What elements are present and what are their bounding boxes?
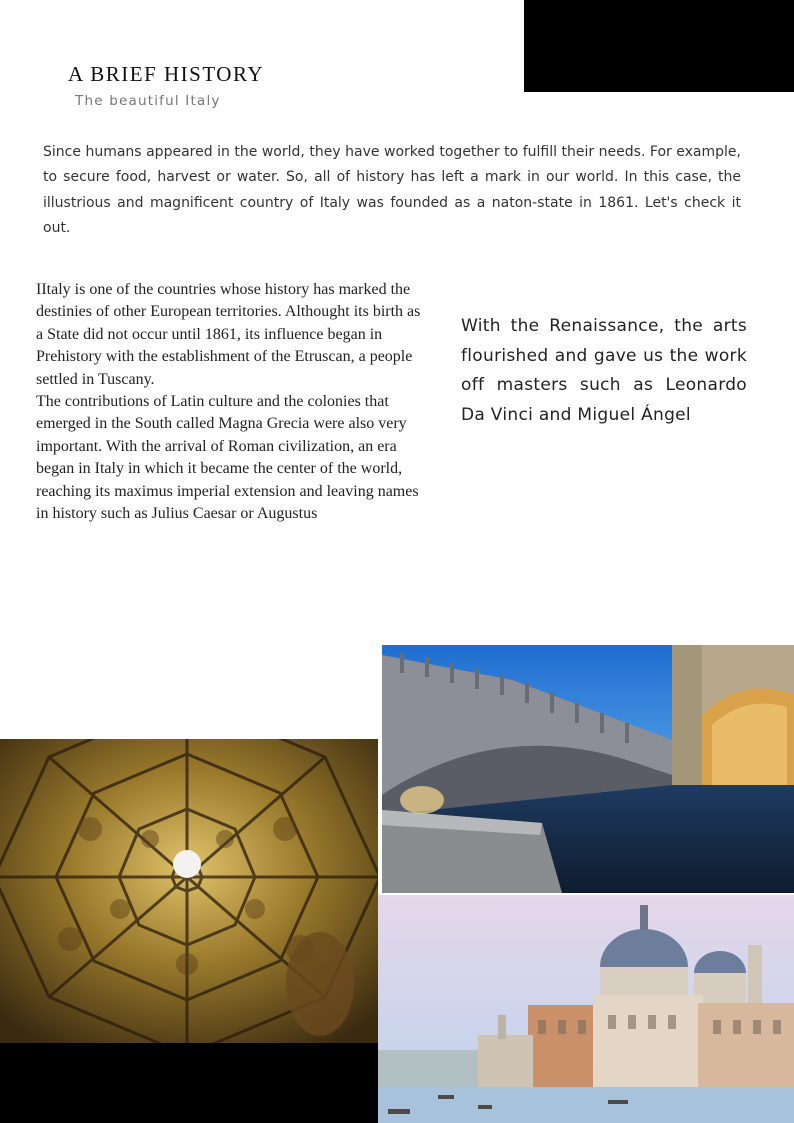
renaissance-paragraph: With the Renaissance, the arts flourished and gave us the work off masters such as Leonardo Da Vinci and Miguel Ángel [461,316,747,425]
bottom-black-block [0,1043,378,1123]
venice-canal-photo [378,895,794,1123]
history-column [36,279,431,525]
dome-mosaic-photo [0,739,378,1043]
page-subtitle: The beautiful Italy [75,93,221,109]
history-paragraph-2: The contributions of Latin culture and the colonies that emerged in the South called Magna Grecia were also very important. With the arrival of Roman civilization, an era began in Italy in which it became the center of the world, reaching its maximus imperial extension and leaving names in history such as Julius Caesar or Augustus [36,393,419,523]
top-black-block [524,0,794,92]
history-paragraph-1: IItaly is one of the countries whose history has marked the destinies of other European territories. Althought its birth as a State did not occur until 1861, its influence began in Prehistory with the establishment of the Etruscan, a people settled in Tuscany. [36,281,421,388]
page-title: A BRIEF HISTORY [68,62,264,86]
venice-bridge-photo [382,645,794,893]
intro-paragraph: Since humans appeared in the world, they have worked together to fulfill their needs. For example, to secure food, harvest or water. So, all of history has left a mark in our world. In this case, the illustrious and magnificent country of Italy was founded as a naton-state in 1861. Let's check it out. [43,144,741,236]
